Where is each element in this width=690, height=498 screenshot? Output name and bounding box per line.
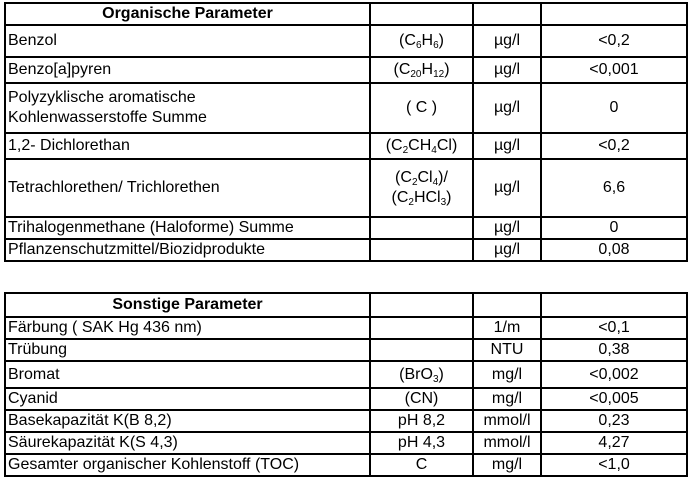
formula-subscript: 3 [440,197,447,208]
parameter-value: 6,6 [541,159,687,217]
parameter-value: <0,001 [541,57,687,83]
table-row [5,454,687,476]
table-row [5,388,687,410]
parameter-formula [370,339,473,361]
table-row [5,410,687,432]
parameter-name: Basekapazität K(B 8,2) [5,410,370,432]
parameter-formula: pH 8,2 [370,410,473,432]
parameter-unit: mmol/l [473,432,541,454]
organic-table-title: Organische Parameter [5,3,370,25]
table-header-row [5,3,687,25]
parameter-unit: µg/l [473,57,541,83]
parameter-name: Tetrachlorethen/ Trichlorethen [5,159,370,217]
parameter-name: Bromat [5,361,370,388]
formula-subscript: 3 [432,373,439,385]
parameter-value: <0,2 [541,133,687,159]
formula-subscript: 2 [402,145,409,156]
parameter-unit: µg/l [473,133,541,159]
parameter-unit: mg/l [473,454,541,476]
parameter-unit: µg/l [473,159,541,217]
table-row [5,361,687,388]
parameter-formula-line: $(C_2HCl_3)$ [391,189,452,208]
parameter-name: Trübung [5,339,370,361]
parameter-formula [370,239,473,261]
parameter-value: 0,38 [541,339,687,361]
table-row [5,159,687,217]
parameter-name: 1,2- Dichlorethan [5,133,370,159]
parameter-formula: $(C_6H_6)$ [370,25,473,57]
other-parameters-table [4,292,688,477]
table-row [5,133,687,159]
other-table-title: Sonstige Parameter [5,293,370,317]
parameter-name: Säurekapazität K(S 4,3) [5,432,370,454]
parameter-formula: (BrO$_3$) [370,361,473,388]
parameter-unit: mg/l [473,388,541,410]
table-row [5,317,687,339]
parameter-name-line: Polyzyklische aromatische [8,89,196,106]
parameter-formula: pH 4,3 [370,432,473,454]
parameter-formula-line: $(C_2Cl_4)/$ [395,169,448,188]
parameter-name: Pflanzenschutzmittel/Biozidprodukte [5,239,370,261]
formula-subscript: 2 [408,197,414,208]
parameter-value: <0,002 [541,361,687,388]
parameter-value: <0,1 [541,317,687,339]
parameter-name: Gesamter organischer Kohlenstoff (TOC) [5,454,370,476]
parameter-name: Färbung ( SAK Hg 436 nm) [5,317,370,339]
formula-subscript: 4 [431,145,437,156]
parameter-formula: $(C_2CH_4Cl)$ [370,133,473,159]
table-row [5,432,687,454]
table-row [5,217,687,239]
formula-subscript: 6 [433,40,439,51]
table-row [5,339,687,361]
parameter-formula: $(C_{20}H_{12})$ [370,57,473,83]
parameter-unit: 1/m [473,317,541,339]
parameter-value: <0,005 [541,388,687,410]
parameter-name-line: Kohlenwasserstoffe Summe [8,109,207,126]
parameter-formula: ( C ) [370,83,473,133]
parameter-value: 4,27 [541,432,687,454]
formula-subscript: 20 [410,69,422,80]
parameter-value: <0,2 [541,25,687,57]
table-row [5,25,687,57]
parameter-formula: (CN) [370,388,473,410]
parameter-name: Trihalogenmethane (Haloforme) Summe [5,217,370,239]
parameter-value: 0 [541,83,687,133]
parameter-value: 0 [541,217,687,239]
formula-subscript: 12 [433,69,445,80]
parameter-value: 0,23 [541,410,687,432]
formula-subscript: 6 [415,40,422,51]
parameter-name: Benzo[a]pyren [5,57,370,83]
formula-subscript: 2 [411,177,418,188]
parameter-name: Benzol [5,25,370,57]
parameter-formula [370,159,473,217]
parameter-unit: NTU [473,339,541,361]
parameter-unit: µg/l [473,239,541,261]
parameter-name: Cyanid [5,388,370,410]
parameter-value: <1,0 [541,454,687,476]
table-row [5,83,687,133]
parameter-formula: C [370,454,473,476]
table-row [5,57,687,83]
parameter-unit: µg/l [473,83,541,133]
parameter-formula [370,217,473,239]
parameter-value: 0,08 [541,239,687,261]
table-row [5,239,687,261]
parameter-unit: µg/l [473,25,541,57]
table-header-row [5,293,687,317]
parameter-unit: mmol/l [473,410,541,432]
parameter-formula [370,317,473,339]
parameter-name [5,83,370,133]
organic-parameters-table [4,2,688,262]
parameter-unit: mg/l [473,361,541,388]
formula-subscript: 4 [432,177,439,188]
parameter-unit: µg/l [473,217,541,239]
